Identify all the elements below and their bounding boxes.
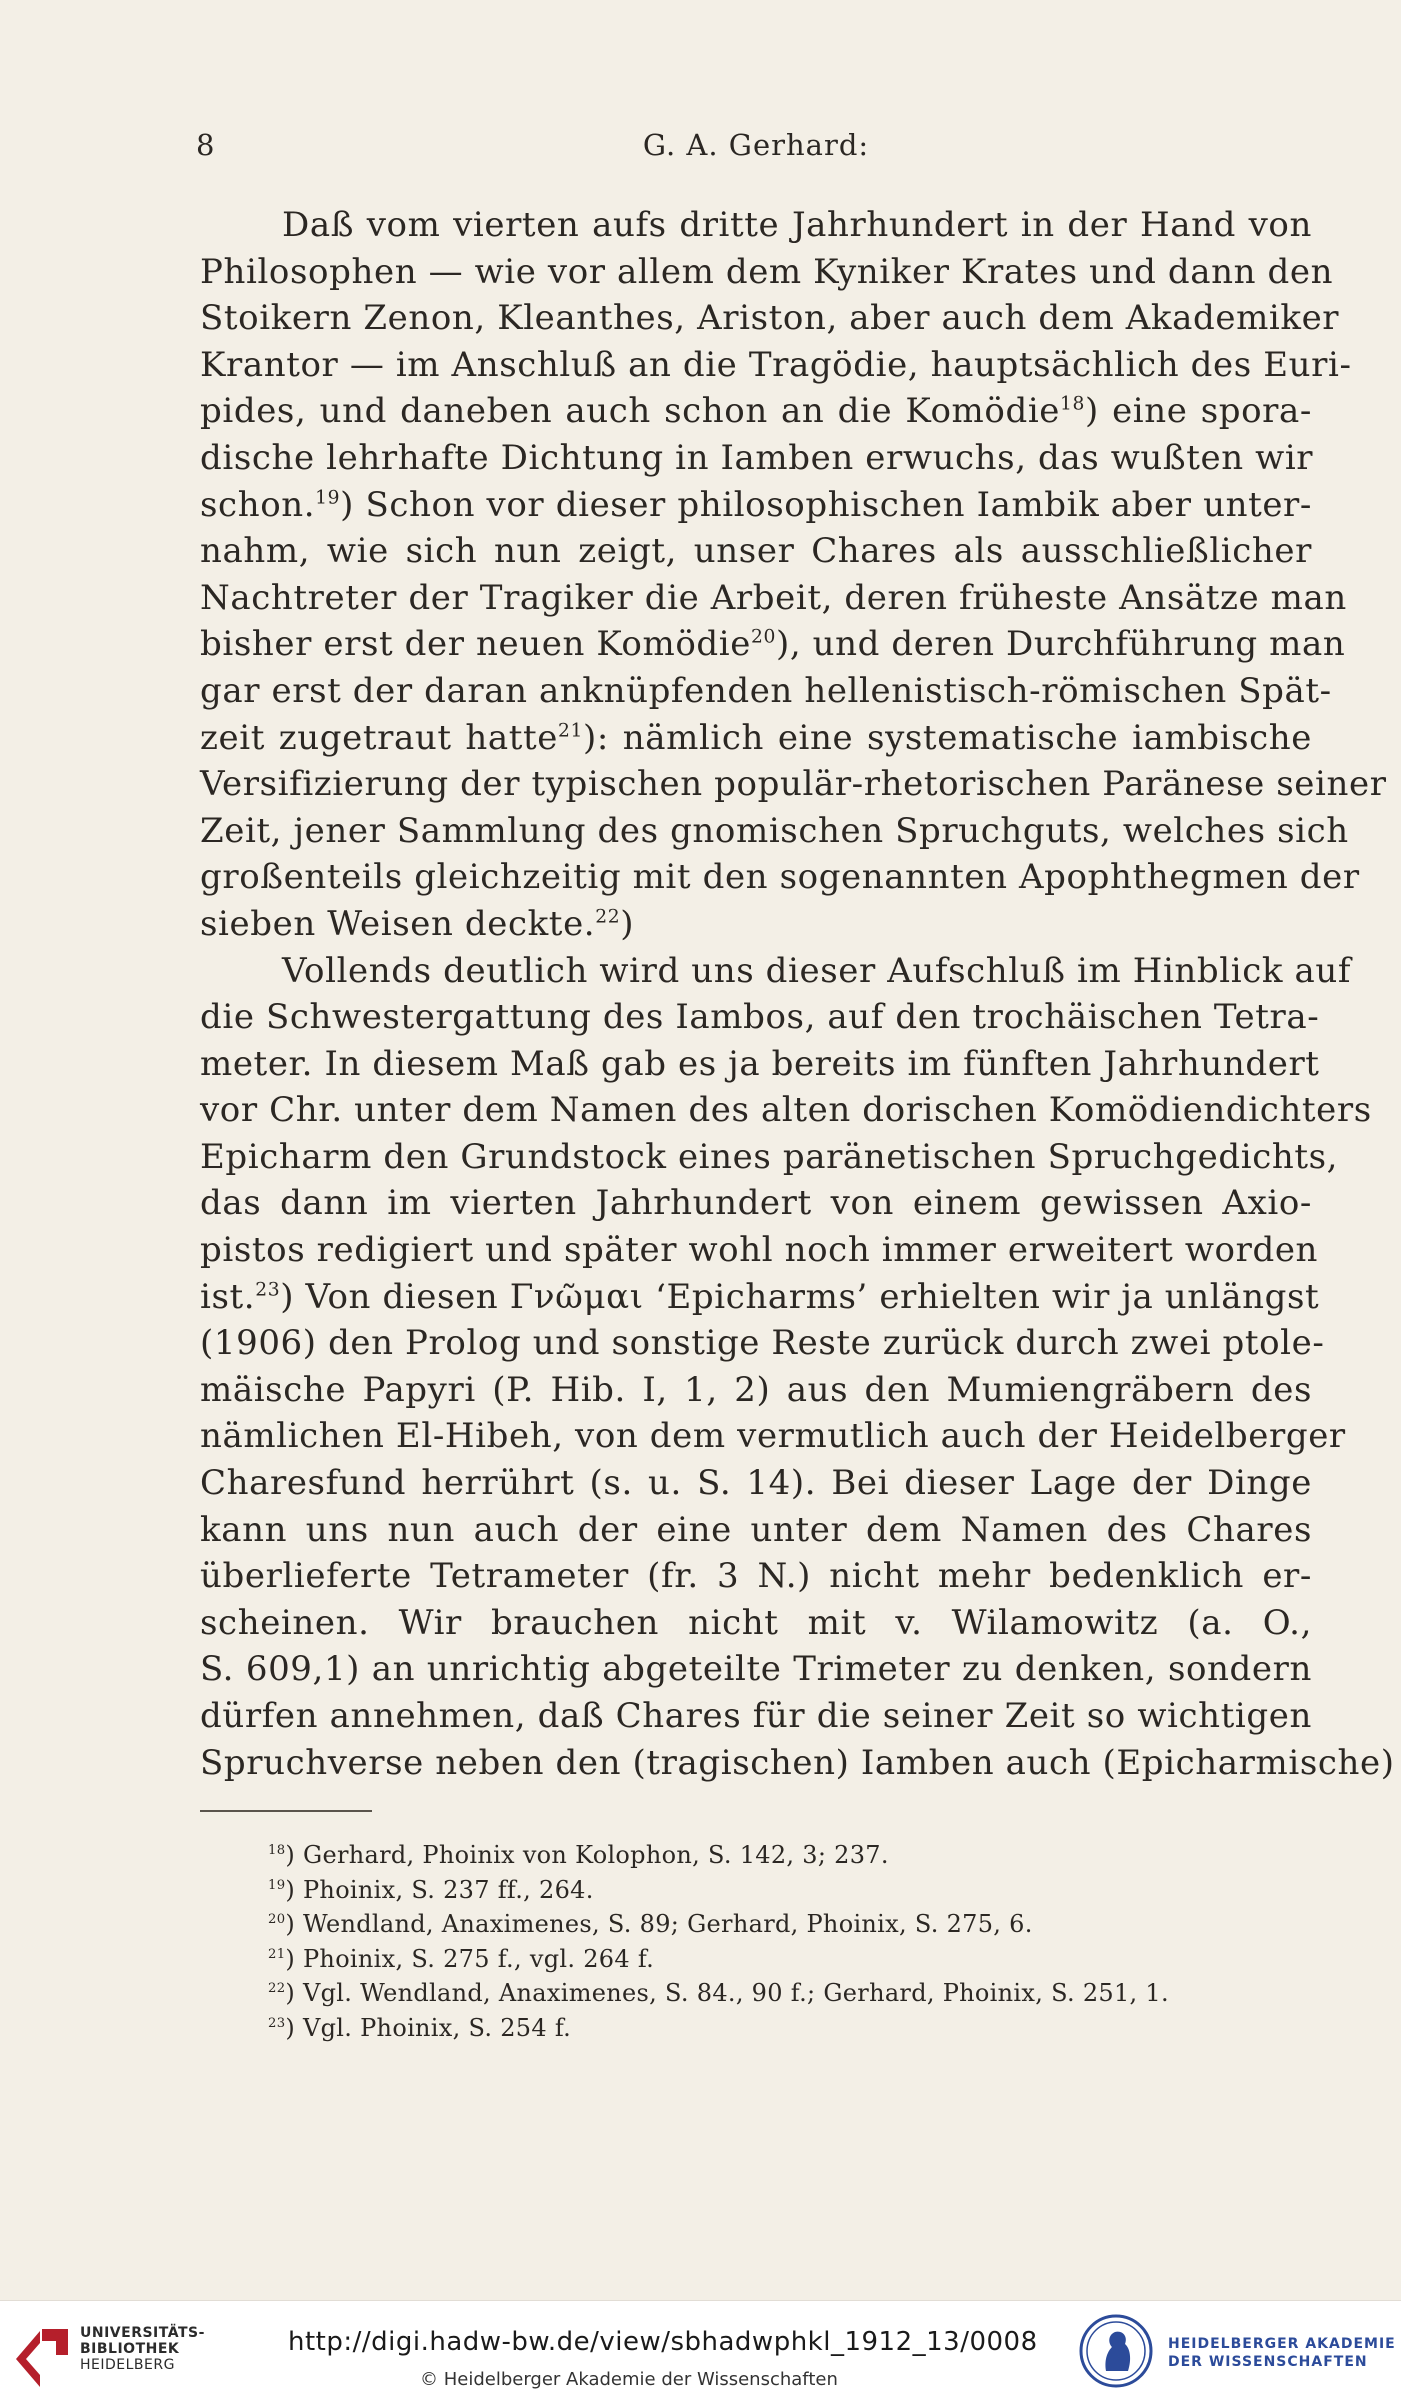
footnote-reference[interactable]: 21 (558, 720, 584, 742)
text-line (200, 1134, 1339, 1181)
text-line (200, 249, 1334, 296)
text-line-content: scheinen. Wir brauchen nicht mit v. Wilamowitz (a. O., (200, 1602, 1312, 1643)
running-header (196, 128, 1316, 172)
ub-line-1: UNIVERSITÄTS- (80, 2325, 205, 2341)
text-line-content: S. 609,1) an unrichtig abgeteilte Trimeter zu denken, sondern (200, 1649, 1312, 1690)
university-library-logo-icon (12, 2319, 70, 2389)
text-line (200, 668, 1332, 715)
text-line (200, 1693, 1312, 1740)
academy-line-2: DER WISSENSCHAFTEN (1168, 2354, 1368, 2370)
text-line-content: dürfen annehmen, daß Chares für die seiner Zeit so wichtigen (200, 1696, 1312, 1736)
running-title: G. A. Gerhard: (642, 128, 870, 162)
text-line-content: gar erst der daran anknüpfenden hellenistisch-römischen Spät- (200, 670, 1332, 711)
text-line-content: mäische Papyri (P. Hib. I, 1, 2) aus den Mumiengräbern des (200, 1369, 1312, 1410)
text-line-continuation: ) (620, 903, 635, 944)
text-line (200, 435, 1312, 482)
footnote (268, 2011, 1318, 2046)
text-line-continuation: ) eine spora- (1085, 391, 1312, 432)
footnote (268, 1942, 1318, 1977)
body-text (200, 202, 1395, 1786)
text-line (200, 715, 1312, 762)
footnote-reference[interactable]: 19 (315, 487, 341, 509)
text-line-content: das dann im vierten Jahrhundert von einem gewissen Axio- (200, 1183, 1312, 1224)
text-line (200, 1600, 1312, 1647)
academy-name (1168, 2335, 1396, 2371)
text-line-content: bisher erst der neuen Komödie (200, 624, 751, 665)
footnote-text: ) Gerhard, Phoinix von Kolophon, S. 142, 3; 237. (285, 1841, 889, 1869)
footnote-text: ) Wendland, Anaximenes, S. 89; Gerhard, Phoinix, S. 275, 6. (285, 1910, 1033, 1938)
footnote (268, 1838, 1318, 1873)
text-line-continuation: ) Schon vor dieser philosophischen Iambik aber unter- (340, 484, 1312, 525)
footnote-number: 18 (268, 1843, 286, 1858)
copyright-notice: © Heidelberger Akademie der Wissenschaften (420, 2369, 838, 2390)
text-line-content: sieben Weisen deckte. (200, 903, 596, 944)
text-line-content: Krantor — im Anschluß an die Tragödie, hauptsächlich des Euri- (200, 344, 1352, 385)
text-line-continuation: ) Von diesen Γνῶμαι ‘Epicharms’ erhielten wir ja unlängst (280, 1276, 1320, 1317)
text-line-content: pistos redigiert und später wohl noch immer erweitert worden (200, 1230, 1319, 1271)
text-line-content: ist. (200, 1276, 256, 1317)
text-line-continuation: ): nämlich eine systematische iambische (583, 717, 1313, 758)
text-line-content: Vollends deutlich wird uns dieser Aufschluß im Hinblick auf (282, 950, 1352, 991)
text-line-content: Stoikern Zenon, Kleanthes, Ariston, aber auch dem Akademiker (200, 298, 1340, 339)
text-line-content: Versifizierung der typischen populär-rhetorischen Paränese seiner (200, 764, 1387, 805)
text-line-content: Daß vom vierten aufs dritte Jahrhundert in der Hand von (282, 205, 1312, 245)
text-line-content: Charesfund herrührt (s. u. S. 14). Bei dieser Lage der Dinge (200, 1463, 1312, 1504)
ub-line-2: BIBLIOTHEK (80, 2341, 180, 2357)
academy-seal-icon (1078, 2313, 1154, 2389)
footnote-text: ) Phoinix, S. 275 f., vgl. 264 f. (285, 1944, 655, 1973)
text-line (200, 202, 1312, 249)
text-line (200, 1041, 1320, 1088)
text-line-content: überlieferte Tetrameter (fr. 3 N.) nicht mehr bedenklich er- (200, 1556, 1312, 1597)
footnote-reference[interactable]: 22 (595, 906, 621, 928)
text-line-content: vor Chr. unter dem Namen des alten dorischen Komödiendichters (200, 1090, 1372, 1131)
footnote-number: 19 (268, 1877, 286, 1893)
text-line-content: meter. In diesem Maß gab es ja bereits im fünften Jahrhundert (200, 1043, 1320, 1084)
text-line-content: nahm, wie sich nun zeigt, unser Chares als ausschließlicher (200, 531, 1312, 572)
university-library-name (80, 2325, 205, 2373)
text-line (200, 388, 1312, 435)
footnotes (268, 1838, 1318, 2045)
text-line (200, 948, 1352, 995)
text-line-content: Nachtreter der Tragiker die Arbeit, deren früheste Ansätze man (200, 577, 1347, 618)
text-line (200, 1227, 1319, 1274)
text-line-content: pides, und daneben auch schon an die Komödie (200, 391, 1061, 432)
text-line (200, 621, 1346, 668)
footnote-number: 20 (268, 1912, 286, 1927)
footnote-number: 22 (268, 1981, 286, 1996)
text-line-content: Zeit, jener Sammlung des gnomischen Spruchguts, welches sich (200, 810, 1349, 851)
text-line (200, 1413, 1346, 1460)
text-line (200, 1646, 1312, 1693)
footnote (268, 1976, 1318, 2011)
footnote-number: 23 (268, 2015, 286, 2031)
text-line-content: nämlichen El-Hibeh, von dem vermutlich auch der Heidelberger (200, 1416, 1346, 1457)
footnote-number: 21 (268, 1946, 286, 1962)
footnote-reference[interactable]: 18 (1060, 394, 1086, 416)
text-line (200, 575, 1347, 622)
text-line-content: Spruchverse neben den (tragischen) Iamben auch (Epicharmische) (200, 1742, 1395, 1783)
footnote-text: ) Vgl. Wendland, Anaximenes, S. 84., 90 f.; Gerhard, Phoinix, S. 251, 1. (285, 1979, 1169, 2007)
text-line (200, 1087, 1372, 1134)
text-line (200, 1274, 1320, 1321)
footnote-reference[interactable]: 23 (255, 1279, 281, 1301)
text-line-content: die Schwestergattung des Iambos, auf den trochäischen Tetra- (200, 997, 1320, 1038)
footnote (268, 1873, 1318, 1908)
footnote (268, 1907, 1318, 1942)
text-line-continuation: ), und deren Durchführung man (775, 624, 1346, 665)
academy-line-1: HEIDELBERGER AKADEMIE (1168, 2336, 1396, 2352)
text-line (200, 1180, 1312, 1227)
text-line (200, 342, 1352, 389)
viewer-footer (0, 2300, 1401, 2405)
text-line (200, 1460, 1312, 1507)
text-line-content: kann uns nun auch der eine unter dem Namen des Chares (200, 1509, 1312, 1550)
text-line (200, 761, 1387, 808)
text-line-content: Philosophen — wie vor allem dem Kyniker Krates und dann den (200, 251, 1334, 292)
text-line (200, 295, 1340, 342)
text-line (200, 482, 1312, 529)
text-line (200, 528, 1312, 575)
footnote-text: ) Phoinix, S. 237 ff., 264. (285, 1875, 594, 1904)
footnote-text: ) Vgl. Phoinix, S. 254 f. (285, 2013, 572, 2042)
footnote-reference[interactable]: 20 (750, 627, 776, 649)
text-line (200, 1740, 1395, 1787)
text-line-content: großenteils gleichzeitig mit den sogenannten Apophthegmen der (200, 857, 1360, 898)
text-line (200, 854, 1360, 901)
text-line-content: Epicharm den Grundstock eines paränetischen Spruchgedichts, (200, 1136, 1339, 1177)
page-number: 8 (196, 128, 215, 162)
text-line-content: (1906) den Prolog und sonstige Reste zurück durch zwei ptole- (200, 1323, 1325, 1364)
text-line (200, 1367, 1312, 1414)
ub-line-3: HEIDELBERG (80, 2357, 175, 2373)
text-line (200, 1320, 1325, 1367)
text-line (200, 994, 1320, 1041)
text-line (200, 901, 1312, 948)
text-line-content: dische lehrhafte Dichtung in Iamben erwuchs, das wußten wir (200, 437, 1314, 478)
footnote-divider (200, 1810, 372, 1812)
text-line (200, 1507, 1312, 1554)
text-line-content: schon. (200, 484, 316, 525)
text-line (200, 1553, 1312, 1600)
permalink-url[interactable]: http://digi.hadw-bw.de/view/sbhadwphkl_1912_13/0008 (288, 2327, 1038, 2357)
text-line (200, 808, 1349, 855)
text-line-content: zeit zugetraut hatte (200, 717, 559, 758)
